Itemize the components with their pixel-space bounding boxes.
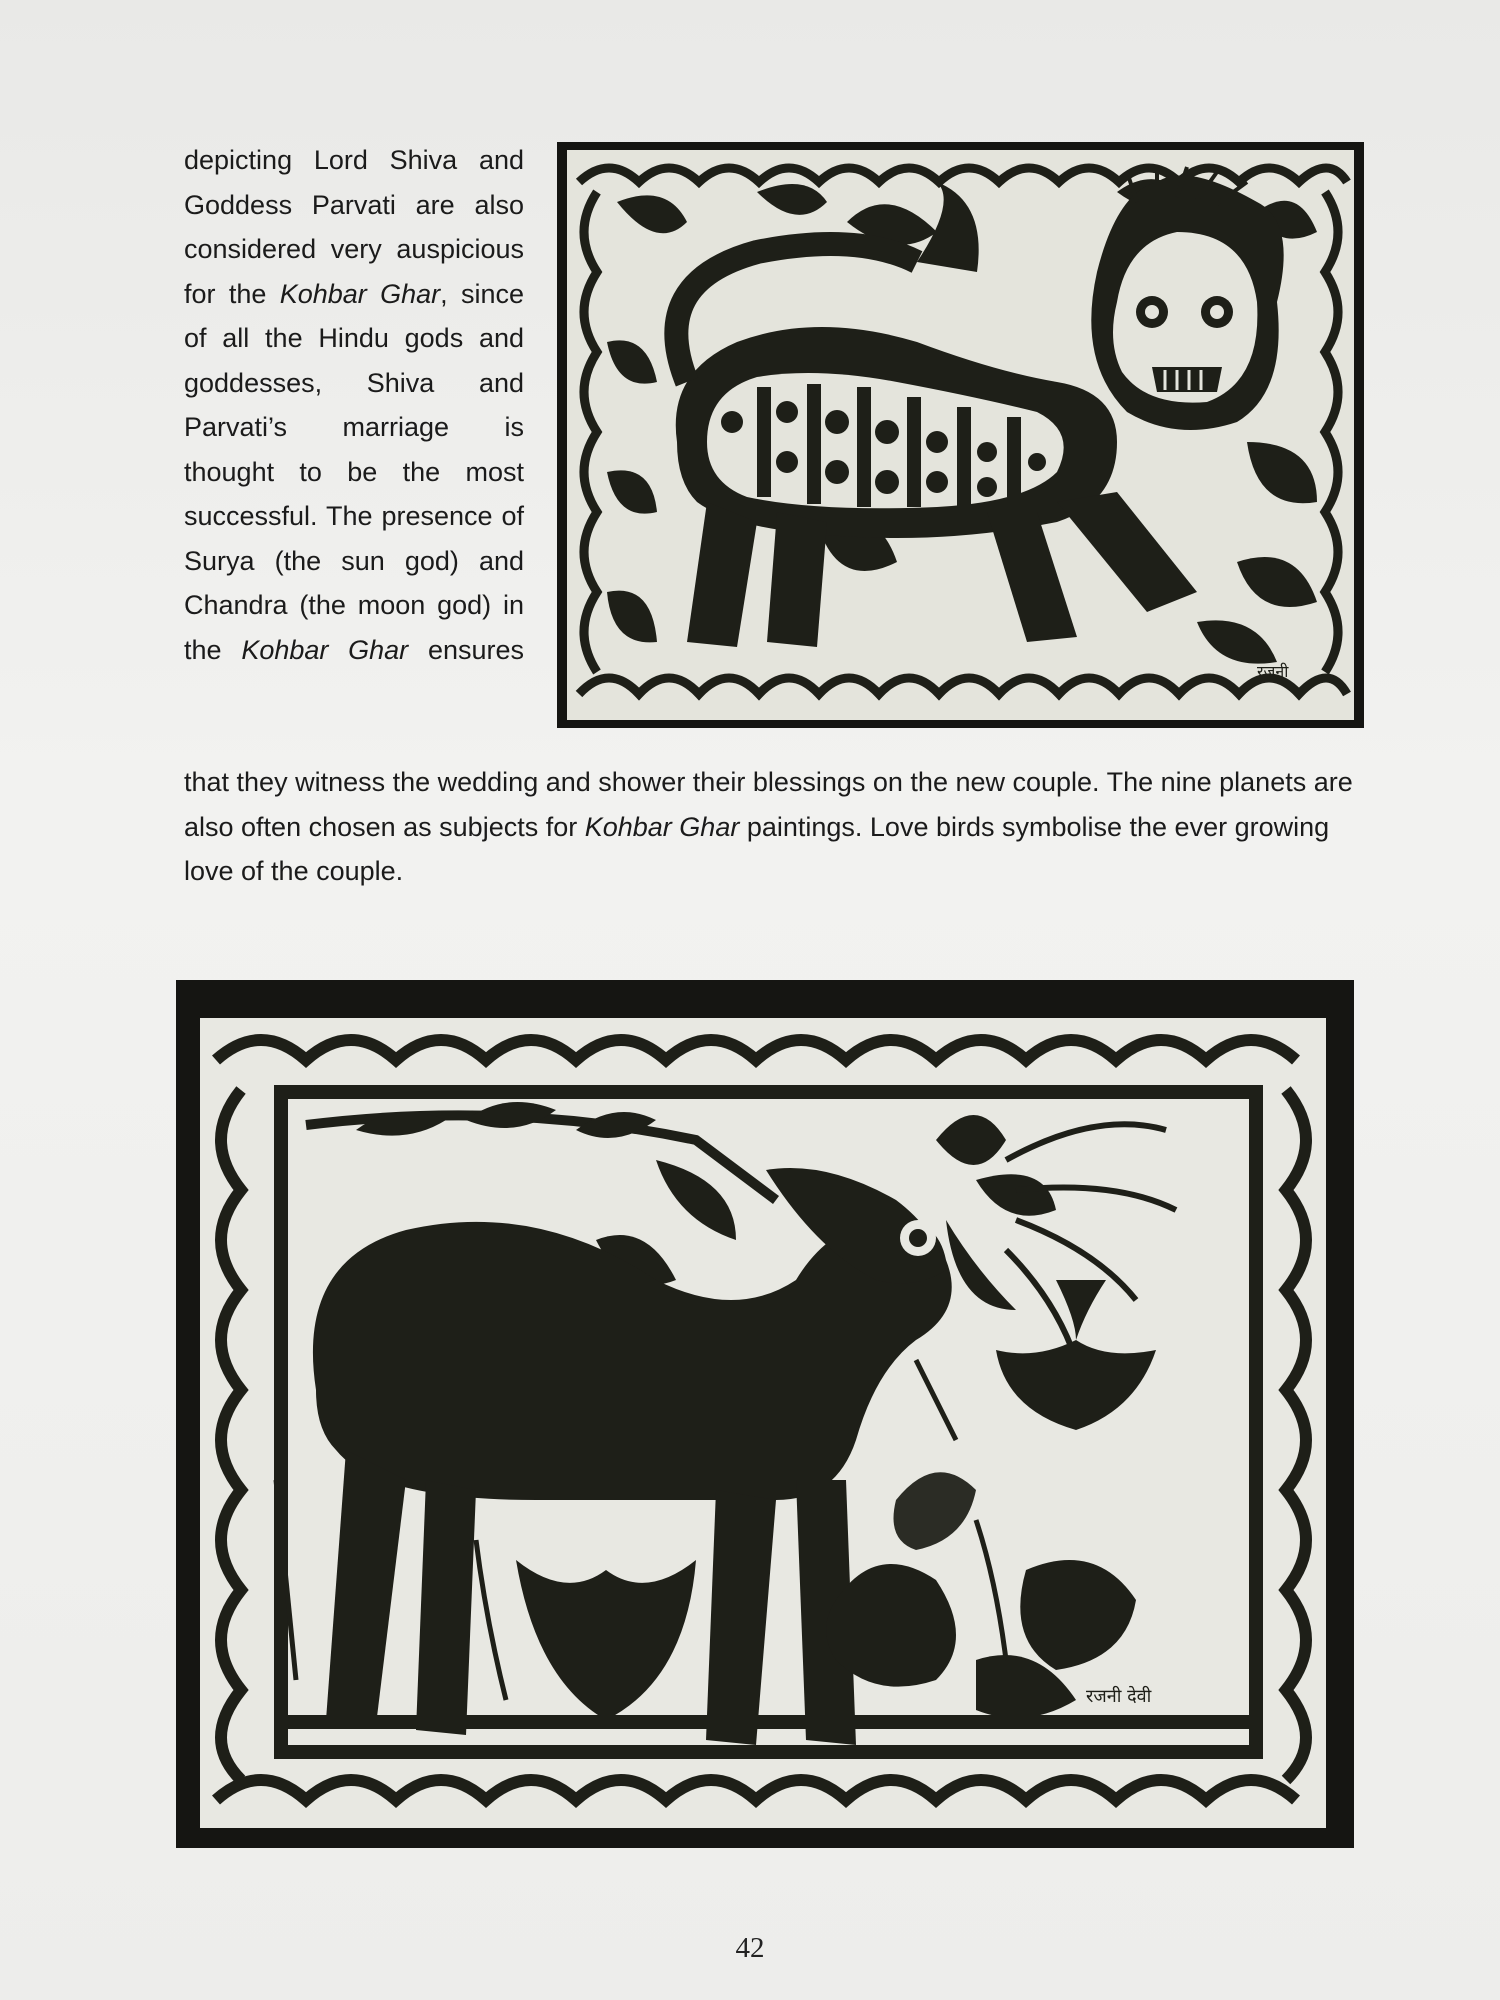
tiger-signature: रजनी xyxy=(1257,662,1289,681)
tiger-painting-art xyxy=(557,142,1364,728)
full-text-2: paintings. Love birds symbolise the ever growing love of the couple. xyxy=(184,811,1330,886)
full-text-1: that they witness the wedding and shower their blessings on the new couple. The nine planets are also often chosen as subjects for xyxy=(184,767,1353,842)
page-number: 42 xyxy=(735,1932,765,1964)
column-text-1: depicting Lord Shiva and Goddess Parvati are also considered very auspicious for the xyxy=(184,145,524,309)
column-paragraph xyxy=(184,138,524,672)
deer-painting-art xyxy=(176,980,1354,1848)
column-italic-kohbar-ghar-2: Kohbar Ghar xyxy=(241,634,409,665)
deer-signature: रजनी देवी xyxy=(1086,1686,1152,1707)
full-italic-kohbar-ghar: Kohbar Ghar xyxy=(584,811,740,842)
deer-painting xyxy=(176,980,1354,1848)
full-width-paragraph xyxy=(184,760,1360,894)
tiger-painting xyxy=(557,142,1364,728)
column-italic-kohbar-ghar-1: Kohbar Ghar xyxy=(279,278,441,309)
column-text-3: ensures xyxy=(408,634,524,665)
column-text-2: , since of all the Hindu gods and goddesses, Shiva and Parvati’s marriage is thought to be the most successful. The presence of Surya (the sun god) and Chandra (the moon god) in the xyxy=(184,278,524,665)
